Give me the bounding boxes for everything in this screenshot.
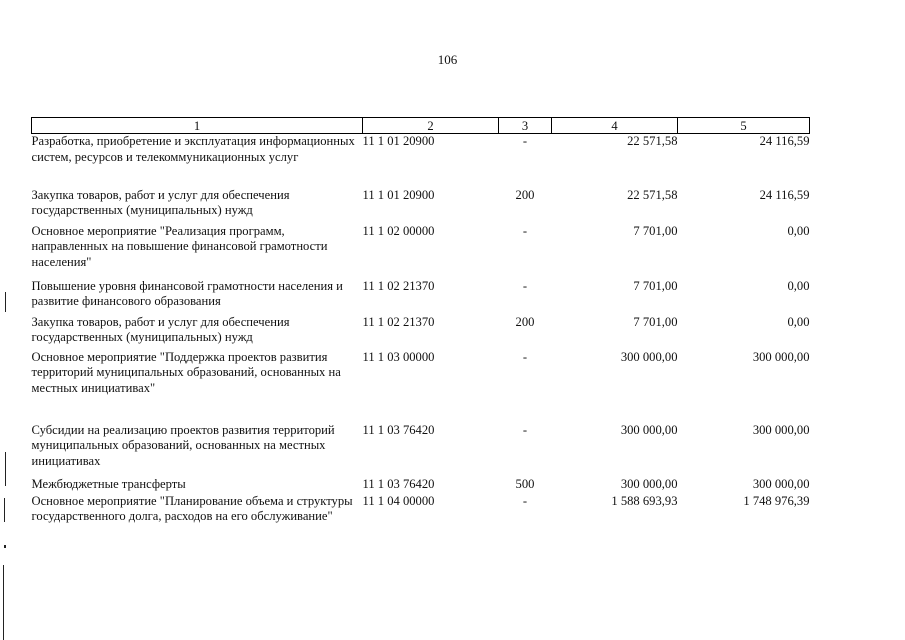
row-value-1: 22 571,58: [627, 187, 678, 202]
row-type: -: [522, 278, 528, 293]
row-code: 11 1 02 00000: [362, 223, 435, 238]
row-value-1: 7 701,00: [633, 314, 678, 329]
row-value-1: 300 000,00: [620, 476, 678, 491]
row-type: -: [522, 134, 528, 148]
row-value-1: 7 701,00: [633, 278, 678, 293]
row-value-1: 22 571,58: [627, 134, 678, 148]
scan-edge-mark: [3, 565, 4, 640]
row-name: Закупка товаров, работ и услуг для обеспечения государственных (муниципальных) нужд: [31, 314, 290, 344]
row-code: 11 1 01 20900: [362, 134, 435, 148]
row-code: 11 1 03 76420: [362, 422, 435, 437]
row-code: 11 1 02 21370: [362, 278, 435, 293]
row-value-2: 0,00: [787, 314, 810, 329]
row-code: 11 1 04 00000: [362, 493, 435, 508]
row-value-1: 7 701,00: [633, 223, 678, 238]
row-code: 11 1 01 20900: [362, 187, 435, 202]
table-row: [32, 315, 810, 350]
table-header-row: [32, 118, 810, 134]
table-row: [32, 477, 810, 494]
row-code: 11 1 03 76420: [362, 476, 435, 491]
budget-table: [31, 117, 810, 548]
row-name: Разработка, приобретение и эксплуатация информационных систем, ресурсов и телекоммуникационных услуг: [31, 134, 355, 164]
table-row: [32, 279, 810, 315]
row-type: 500: [515, 476, 535, 491]
row-value-1: 300 000,00: [620, 422, 678, 437]
table-row: [32, 494, 810, 548]
column-header: 3: [499, 118, 552, 134]
row-type: -: [522, 223, 528, 238]
scan-edge-mark: [5, 452, 6, 486]
row-code: 11 1 03 00000: [362, 349, 435, 364]
row-value-2: 24 116,59: [759, 187, 810, 202]
row-value-2: 300 000,00: [752, 349, 810, 364]
table-row: [32, 224, 810, 279]
row-value-2: 300 000,00: [752, 422, 810, 437]
row-type: -: [522, 349, 528, 364]
row-value-2: 0,00: [787, 223, 810, 238]
row-name: Повышение уровня финансовой грамотности населения и развитие финансового образования: [31, 278, 343, 308]
row-value-2: 1 748 976,39: [743, 493, 810, 508]
row-value-2: 0,00: [787, 278, 810, 293]
column-header: 1: [32, 118, 363, 134]
scan-edge-mark: [5, 292, 6, 312]
row-value-2: 300 000,00: [752, 476, 810, 491]
row-name: Основное мероприятие "Поддержка проектов развития территорий муниципальных образований, основанных на местных инициативах": [31, 349, 341, 395]
column-header: 2: [363, 118, 499, 134]
scan-edge-mark: [4, 498, 5, 522]
row-name: Закупка товаров, работ и услуг для обеспечения государственных (муниципальных) нужд: [31, 187, 290, 217]
row-type: 200: [515, 187, 535, 202]
row-type: -: [522, 422, 528, 437]
row-value-1: 300 000,00: [620, 349, 678, 364]
row-value-2: 24 116,59: [759, 134, 810, 148]
column-header: 4: [552, 118, 678, 134]
row-name: Межбюджетные трансферты: [31, 476, 186, 491]
table-row: [32, 134, 810, 188]
table-row: [32, 350, 810, 423]
row-name: Субсидии на реализацию проектов развития территорий муниципальных образований, основанных на местных инициативах: [31, 422, 335, 468]
row-name: Основное мероприятие "Реализация программ, направленных на повышение финансовой грамотности населения": [31, 223, 328, 269]
column-header: 5: [678, 118, 810, 134]
row-name: Основное мероприятие "Планирование объема и структуры государственного долга, расходов на его обслуживание": [31, 493, 353, 523]
row-value-1: 1 588 693,93: [611, 493, 678, 508]
page-number: 106: [437, 52, 458, 67]
row-type: -: [522, 493, 528, 508]
row-type: 200: [515, 314, 535, 329]
scan-edge-mark: [4, 545, 6, 548]
table-row: [32, 423, 810, 477]
row-code: 11 1 02 21370: [362, 314, 435, 329]
table-row: [32, 188, 810, 224]
